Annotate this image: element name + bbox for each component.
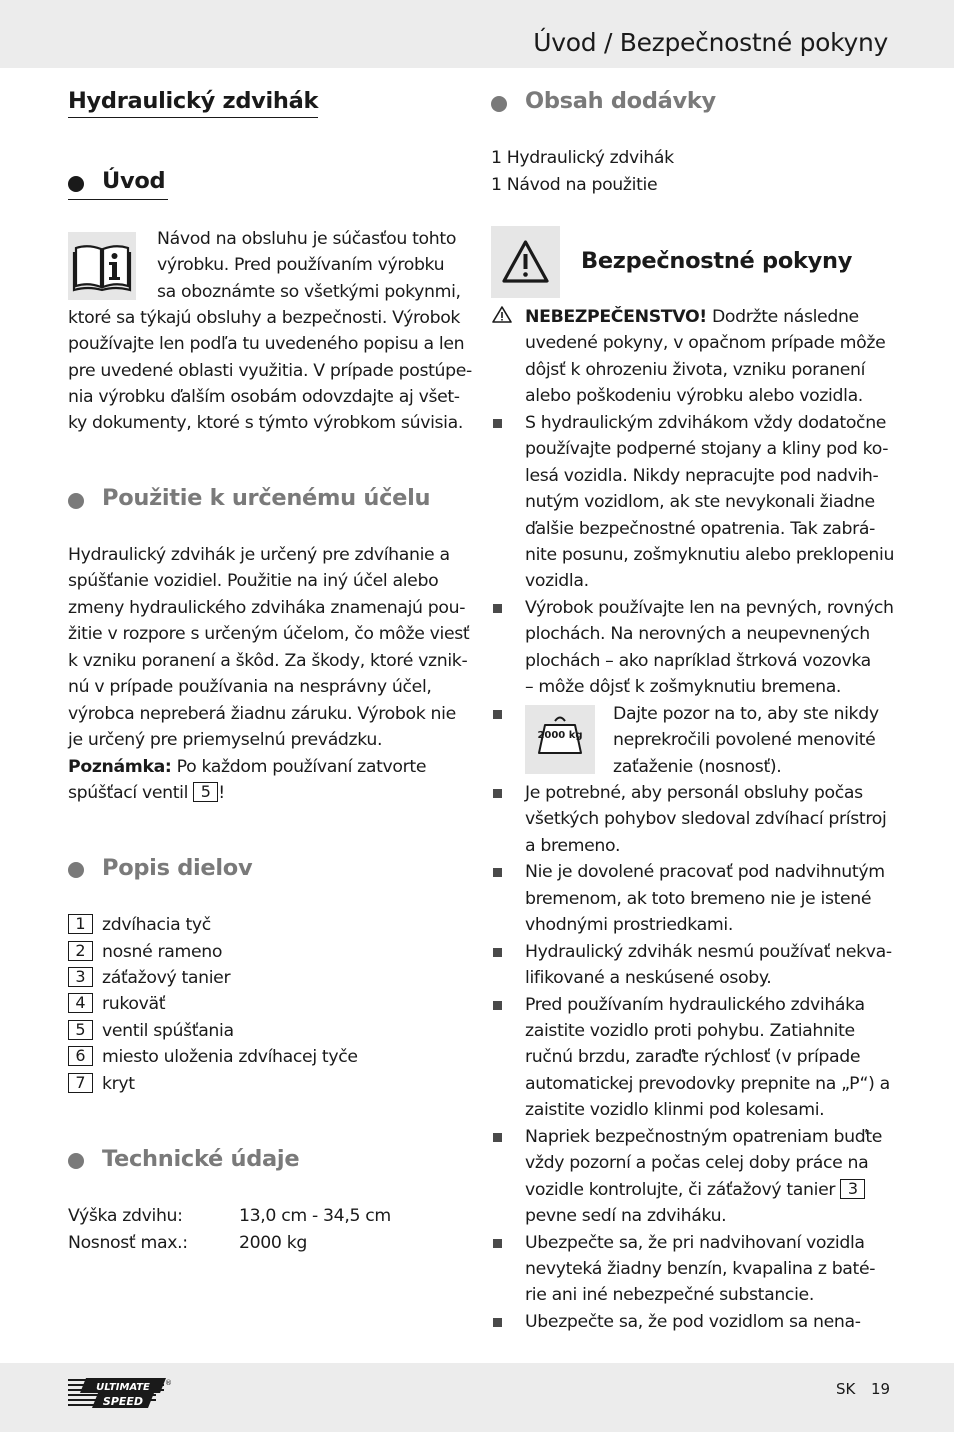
safety-line: Nie je dovolené pracovať pod nadvihnutým <box>525 862 885 882</box>
section-heading-popis: Popis dielov <box>102 855 253 881</box>
part-number: 7 <box>68 1073 93 1093</box>
safety-line: nutým vozidlom, ak ste nevykonali žiadne <box>525 492 875 512</box>
note-end: ! <box>218 783 225 803</box>
bullet-square-icon <box>493 1133 502 1142</box>
weight-limit-icon <box>525 705 595 774</box>
section-heading-pouzitie: Použitie k určenému účelu <box>102 485 431 511</box>
pouzitie-line: zmeny hydraulického zdviháka znamenajú pou- <box>68 598 466 618</box>
manual-info-icon <box>68 232 136 300</box>
bullet-square-icon <box>493 868 502 877</box>
safety-line: Napriek bezpečnostným opatreniam buďte <box>525 1127 883 1147</box>
safety-line: Pred používaním hydraulického zdviháka <box>525 995 865 1015</box>
safety-line: neprekročili povolené menovité <box>613 730 876 750</box>
safety-line: vozidla. <box>525 571 589 591</box>
safety-line: Ubezpečte sa, že pri nadvihovaní vozidla <box>525 1233 865 1253</box>
part-number: 3 <box>68 967 93 987</box>
safety-line: plochách. Na nerovných a neupevnených <box>525 624 870 644</box>
part-label: zdvíhacia tyč <box>102 915 211 935</box>
uvod-line: ky dokumenty, ktoré s týmto výrobkom súvisia. <box>68 413 464 433</box>
bullet-square-icon <box>493 789 502 798</box>
safety-line: ručnú brzdu, zaraďte rýchlosť (v prípade <box>525 1047 861 1067</box>
uvod-line: ktoré sa týkajú obsluhy a bezpečnosti. Výrobok <box>68 308 461 328</box>
note-line <box>68 754 426 780</box>
part-label: kryt <box>102 1074 135 1094</box>
section-heading-obsah: Obsah dodávky <box>525 88 716 114</box>
safety-line: nevyteká žiadny benzín, kvapalina z baté- <box>525 1259 876 1279</box>
uvod-line: Návod na obsluhu je súčasťou tohto <box>157 229 457 249</box>
safety-line: rie ani iné nebezpečné substancie. <box>525 1285 814 1305</box>
svg-text:SPEED: SPEED <box>102 1395 144 1408</box>
bullet-dot-icon <box>68 176 84 192</box>
note-text: spúšťací ventil <box>68 783 194 803</box>
part-reference: 5 <box>193 782 218 802</box>
main-title: Hydraulický zdvihák <box>68 88 318 118</box>
delivery-item: 1 Hydraulický zdvihák <box>491 148 674 168</box>
note-label: Poznámka: <box>68 757 172 777</box>
safety-line: plochách – ako napríklad štrková vozovka <box>525 651 871 671</box>
safety-line: Dajte pozor na to, aby ste nikdy <box>613 704 879 724</box>
pouzitie-line: výrobca nepreberá žiadnu záruku. Výrobok nie <box>68 704 456 724</box>
warning-small-icon <box>491 305 513 325</box>
part-label: záťažový tanier <box>102 968 231 988</box>
pouzitie-line: k vzniku poranení a škôd. Za škody, ktoré vznik- <box>68 651 468 671</box>
danger-label: NEBEZPEČENSTVO! <box>525 307 707 327</box>
bullet-dot-icon <box>68 493 84 509</box>
part-label: ventil spúšťania <box>102 1021 234 1041</box>
safety-line: lesá vozidla. Nikdy nepracujte pod nadvih- <box>525 466 879 486</box>
safety-line: všetkých pohybov sledoval zdvíhací prístroj <box>525 809 887 829</box>
bullet-square-icon <box>493 1318 502 1327</box>
note-text: Po každom používaní zatvorte <box>171 757 427 777</box>
uvod-line: nia výrobku ďalším osobám odovzdajte aj všet- <box>68 387 460 407</box>
bullet-square-icon <box>493 1239 502 1248</box>
part-label: rukoväť <box>102 994 166 1014</box>
delivery-item: 1 Návod na použitie <box>491 175 658 195</box>
spec-key: Nosnosť max.: <box>68 1233 188 1253</box>
uvod-line: sa oboznámte so všetkými pokynmi, <box>157 282 461 302</box>
page-header-title: Úvod / Bezpečnostné pokyny <box>533 28 888 57</box>
heading-underline <box>68 199 168 200</box>
ultimate-speed-logo <box>68 1376 170 1410</box>
safety-line: zaistite vozidlo klinmi pod kolesami. <box>525 1100 825 1120</box>
safety-line: zaťaženie (nosnosť). <box>613 757 782 777</box>
safety-line: bremenom, ak toto bremeno nie je istené <box>525 889 872 909</box>
spec-key: Výška zdvihu: <box>68 1206 183 1226</box>
part-number: 4 <box>68 993 93 1013</box>
safety-line: vždy pozorní a počas celej doby práce na <box>525 1153 869 1173</box>
svg-text:ULTIMATE: ULTIMATE <box>96 1382 150 1393</box>
part-label: nosné rameno <box>102 942 223 962</box>
warning-triangle-icon <box>491 226 560 298</box>
pouzitie-line: žitie v rozpore s určeným účelom, čo môže viesť <box>68 624 470 644</box>
pouzitie-line: nú v prípade používania na nesprávny účel, <box>68 677 432 697</box>
part-reference: 3 <box>840 1179 865 1199</box>
pouzitie-line: Hydraulický zdvihák je určený pre zdvíhanie a <box>68 545 450 565</box>
safety-line: S hydraulickým zdvihákom vždy dodatočne <box>525 413 887 433</box>
pouzitie-line: spúšťanie vozidiel. Použitie na iný účel alebo <box>68 571 439 591</box>
bullet-dot-icon <box>491 96 507 112</box>
safety-line: Hydraulický zdvihák nesmú používať nekva- <box>525 942 892 962</box>
safety-line: ďalšie bezpečnostné opatrenia. Tak zabrá- <box>525 519 876 539</box>
bullet-dot-icon <box>68 862 84 878</box>
safety-line: vhodnými prostriedkami. <box>525 915 733 935</box>
note-line <box>68 780 225 806</box>
bullet-square-icon <box>493 948 502 957</box>
footer-page-number: 19 <box>871 1380 891 1398</box>
safety-line: a bremeno. <box>525 836 621 856</box>
safety-line: Ubezpečte sa, že pod vozidlom sa nena- <box>525 1312 861 1332</box>
danger-line: uvedené pokyny, v opačnom prípade môže <box>525 333 886 353</box>
uvod-line: pre uvedené oblasti využitia. V prípade postúpe- <box>68 361 472 381</box>
uvod-line: výrobku. Pred používaním výrobku <box>157 255 445 275</box>
pouzitie-line: je určený pre priemyselnú prevádzku. <box>68 730 383 750</box>
weight-limit-text: 2000 kg <box>537 730 583 741</box>
part-label: miesto uloženia zdvíhacej tyče <box>102 1047 358 1067</box>
safety-line: Je potrebné, aby personál obsluhy počas <box>525 783 863 803</box>
bullet-square-icon <box>493 604 502 613</box>
footer-language: SK <box>836 1380 856 1398</box>
bullet-square-icon <box>493 1001 502 1010</box>
section-heading-uvod: Úvod <box>102 168 166 194</box>
danger-text: Dodržte následne <box>706 307 859 327</box>
uvod-line: používajte len podľa tu uvedeného popisu a len <box>68 334 465 354</box>
safety-line: lifikované a neskúsené osoby. <box>525 968 772 988</box>
spec-value: 2000 kg <box>239 1233 307 1253</box>
safety-line: používajte podperné stojany a kliny pod ko- <box>525 439 889 459</box>
section-heading-bezpecnost: Bezpečnostné pokyny <box>581 248 853 274</box>
safety-line: – môže dôjsť k zošmyknutiu bremena. <box>525 677 842 697</box>
part-number: 1 <box>68 914 93 934</box>
part-number: 6 <box>68 1046 93 1066</box>
danger-line: dôjsť k ohrozeniu života, vzniku poranení <box>525 360 866 380</box>
danger-line <box>525 304 859 330</box>
safety-line: nite posunu, zošmyknutiu alebo preklopeniu <box>525 545 895 565</box>
bullet-square-icon <box>493 710 502 719</box>
safety-line: pevne sedí na zdviháku. <box>525 1206 727 1226</box>
spec-value: 13,0 cm - 34,5 cm <box>239 1206 391 1226</box>
part-number: 5 <box>68 1020 93 1040</box>
danger-line: alebo poškodeniu výrobku alebo vozidla. <box>525 386 863 406</box>
safety-line <box>525 1177 865 1203</box>
safety-line: zaistite vozidlo proti pohybu. Zatiahnite <box>525 1021 855 1041</box>
safety-line: automatickej prevodovky prepnite na „P“) a <box>525 1074 890 1094</box>
safety-text: vozidle kontrolujte, či záťažový tanier <box>525 1180 841 1200</box>
part-number: 2 <box>68 941 93 961</box>
section-heading-tech: Technické údaje <box>102 1146 300 1172</box>
bullet-dot-icon <box>68 1153 84 1169</box>
bullet-square-icon <box>493 419 502 428</box>
svg-text:®: ® <box>165 1379 172 1387</box>
safety-line: Výrobok používajte len na pevných, rovných <box>525 598 894 618</box>
